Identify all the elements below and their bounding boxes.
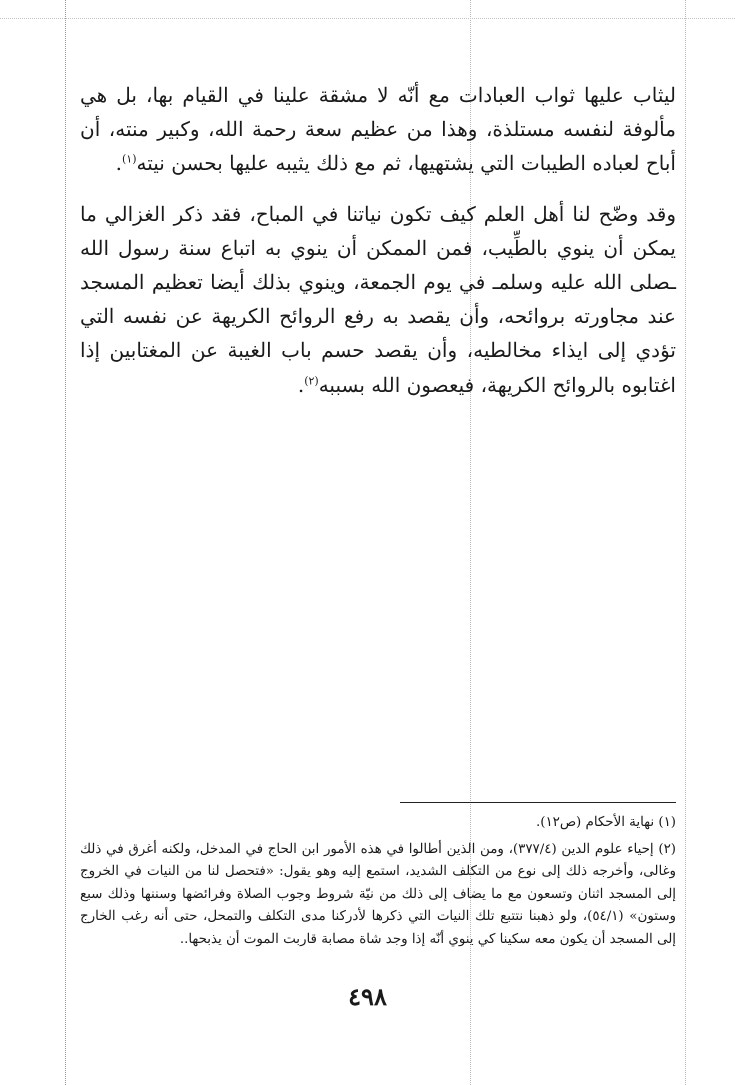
page-number: ٤٩٨ <box>348 982 387 1011</box>
footnote-2: (٢) إحياء علوم الدين (٣٧٧/٤)، ومن الذين أطالوا في هذه الأمور ابن الحاج في المدخل، ولكنه أغرق في ذلك وغالى، وأخرجه ذلك إلى نوع من التكلف الشديد، استمع إليه وهو يقول: «فتحصل لنا من النيات في الخروج إلى المسجد اثنان وتسعون مع ما يضاف إلى ذلك من نيّة شروط وجوب الصلاة وفرائضها وسننها وذلك سبع وستون» (٥٤/١)، ولو ذهبنا نتتبع تلك النيات التي ذكرها لأدركنا مدى التكلف والتمحل، حتى أنه رغب الخارج إلى المسجد أن يكون معه سكينا كي ينوي أنّه إذا وجد شاة مصابة قاربت الموت أن يذبحها.. <box>80 841 676 947</box>
footnote-1: (١) نهاية الأحكام (ص١٢). <box>535 815 676 830</box>
scan-margin-line-top <box>0 18 735 19</box>
scan-margin-line-left <box>65 0 66 1085</box>
footnote-separator <box>400 802 676 803</box>
footnote-ref-2: (٢) <box>304 373 319 387</box>
footnote-ref-1: (١) <box>122 152 137 166</box>
footnotes <box>80 812 676 951</box>
paragraph-2: وقد وضّح لنا أهل العلم كيف تكون نياتنا في المباح، فقد ذكر الغزالي ما يمكن أن ينوي بالطِّيب، فمن الممكن أن ينوي به اتباع سنة رسول الله ـصلى الله عليه وسلمـ في يوم الجمعة، وينوي بذلك أيضا تعظيم المسجد عند مجاورته بروائحه، وأن يقصد به رفع الروائح الكريهة عن نفسه التي تؤدي إلى ايذاء مخالطيه، وأن يقصد حسم باب الغيبة عن المغتابين إذا اغتابوه بالروائح الكريهة، فيعصون الله بسببه$^{(٢)}$. <box>80 201 676 397</box>
body-text <box>80 78 676 402</box>
paragraph-1-text: ليثاب عليها ثواب العبادات مع أنّه لا مشقة علينا في القيام بها، بل هي مألوفة لنفسه مستلذة، وهذا من عظيم سعة رحمة الله، وكبير منته، أن أباح لعباده الطيبات التي يشتهيها، ثم مع ذلك يثيبه عليها بحسن نيته <box>80 83 676 176</box>
scan-margin-line-right <box>685 0 686 1085</box>
paragraph-2-text: وقد وضّح لنا أهل العلم كيف تكون نياتنا في المباح، فقد ذكر الغزالي ما يمكن أن ينوي بالطِّيب، فمن الممكن أن ينوي به اتباع سنة رسول الله ـصلى الله عليه وسلمـ في يوم الجمعة، وينوي بذلك أيضا تعظيم المسجد عند مجاورته بروائحه، وأن يقصد به رفع الروائح الكريهة عن نفسه التي تؤدي إلى ايذاء مخالطيه، وأن يقصد حسم باب الغيبة عن المغتابين إذا اغتابوه بالروائح الكريهة، فيعصون الله بسببه <box>80 201 676 397</box>
paragraph-1: ليثاب عليها ثواب العبادات مع أنّه لا مشقة علينا في القيام بها، بل هي مألوفة لنفسه مستلذة، وهذا من عظيم سعة رحمة الله، وكبير منته، أن أباح لعباده الطيبات التي يشتهيها، ثم مع ذلك يثيبه عليها بحسن نيته$^{(١)}$. <box>80 83 676 176</box>
